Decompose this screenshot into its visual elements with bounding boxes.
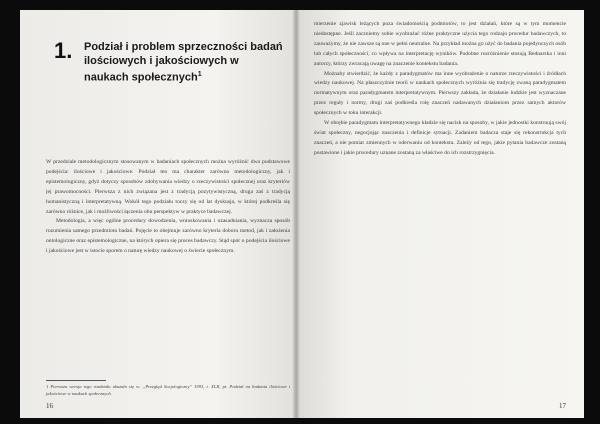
chapter-title <box>84 40 284 85</box>
paragraph: W obrębie paradygmatu interpretatywnego kładzie się nacisk na sposoby, w jakie jednostki konstruują swój świat społeczny, negocjując znaczenia i definicje sytuacji. Zadaniem badacza staje się rekonstrukcja tych znaczeń, a nie pomiar zmiennych w oderwaniu od kontekstu. Zależy od tego, jakie pytania badawcze zostaną postawione i jakie procedury uznane zostaną za właściwe do ich rozstrzygnięcia. <box>314 120 566 156</box>
right-page <box>296 10 584 418</box>
right-body-text <box>314 20 566 400</box>
page-number: 17 <box>559 402 566 410</box>
book-gutter <box>292 10 300 418</box>
footnote-marker: 1 <box>46 384 49 389</box>
left-page <box>20 10 296 418</box>
footnote-text: Pierwsza wersja tego rozdziału ukazała się w: „Przegląd Socjologiczny” 1993, t. XLII, pt. Podział na badania ilościowe i jakościowe w naukach społecznych. <box>46 384 291 396</box>
paragraph: Możnaby stwierdzić, że każdy z paradygmatów ma inne wyobrażenie o naturze rzeczywistości i źródłach wiedzy naukowej. Na płaszczyźnie teorii w naukach społecznych wyróżnia się tradycję zwaną paradygmatem normatywnym oraz paradygmatem interpretatywnym. Pierwszy zakłada, że działanie ludzkie jest wyznaczane przez reguły i normy, drugi zaś podkreśla rolę znaczeń nadawanych działaniom przez samych aktorów społecznych w toku interakcji. <box>314 70 566 117</box>
chapter-number: 1. <box>54 38 73 63</box>
paragraph: Metodologia, a więc ogólne procedury dowodzenia, wnioskowania i uzasadniania, wyznacza sposób rozumienia samego przedmiotu badań. Pojęcie to obejmuje zarówno kryteria doboru metod, jak i założenia ontologiczne oraz epistemologiczne, na których opiera się proces badawczy. Stąd spór o podejścia ilościowe i jakościowe jest w istocie sporem o naturę wiedzy naukowej o świecie społecznym. <box>46 218 290 255</box>
page-number: 16 <box>46 402 53 410</box>
paragraph: mierzenie zjawisk leżących poza świadomością podmiotów, to jest działań, które są w tym momencie niedostępne. Jeśli zaczniemy sobie wyobrażać różne praktyczne użycia tego rodzaju procedur badawczych, to zauważymy, że nie zawsze są one w pełni neutralne. Na przykład można go użyć do badania pojedynczych osób lub całych społeczności, co wpływa na interpretację wyników. Podobne rozróżnienie stosują Bednarska i inni autorzy, którzy zwracają uwagę na znaczenie kontekstu badania. <box>314 21 566 67</box>
footnote-rule <box>46 380 106 381</box>
footnote-marker: 1 <box>197 71 202 78</box>
paragraph: W przedziale metodologicznym stosowanym w badaniach społecznych można wyróżnić dwa podstawowe podejścia: ilościowe i jakościowe. Podział ten ma charakter zarówno metodologiczny, jak i epistemologiczny, gdyż dotyczy sposobów zdobywania wiedzy o rzeczywistości społecznej oraz kryteriów jej prawomocności. Pierwsza z nich związana jest z tradycją pozytywistyczną, druga zaś z tradycją humanistyczną i interpretatywną. Wokół tego podziału toczy się od lat dyskusja, w której podkreśla się zarówno różnice, jak i możliwości łączenia obu perspektyw w praktyce badawczej. <box>46 159 290 215</box>
left-body-text <box>46 158 290 374</box>
chapter-title-text: Podział i problem sprzeczności badań ilościowych i jakościowych w naukach społecznych <box>84 41 283 84</box>
footnote <box>46 384 290 397</box>
